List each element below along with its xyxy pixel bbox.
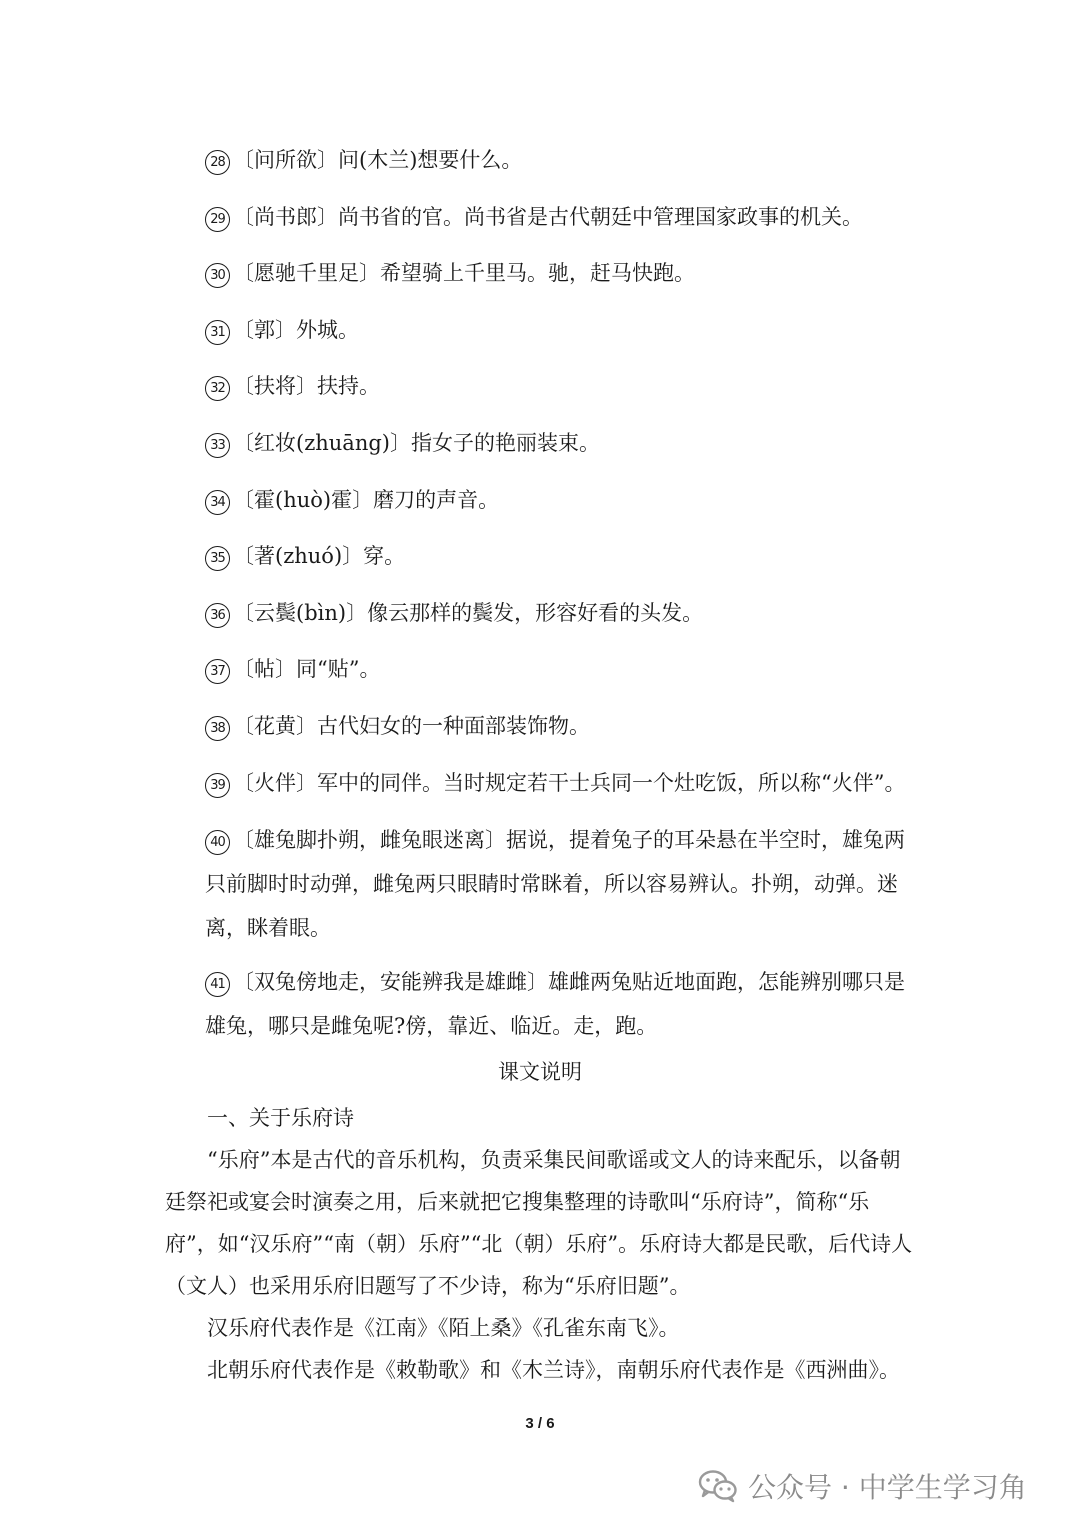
note-number: 36	[205, 603, 230, 628]
note-text: 〔霍(huò)霍〕磨刀的声音。	[233, 488, 500, 512]
annotation-32	[205, 372, 920, 401]
annotation-35	[205, 542, 920, 571]
note-number: 40	[205, 830, 230, 855]
annotation-34	[205, 486, 920, 515]
note-text: 〔双兔傍地走，安能辨我是雄雌〕雄雌两兔贴近地面跑，怎能辨别哪只是雄兔，哪只是雌兔呢?傍，靠近、临近。走，跑。	[205, 970, 905, 1038]
note-text: 〔火伴〕军中的同伴。当时规定若干士兵同一个灶吃饭，所以称“火伴”。	[233, 771, 906, 795]
annotation-41	[205, 960, 920, 1048]
note-text: 〔帖〕同“贴”。	[233, 657, 381, 681]
annotation-28	[205, 146, 920, 175]
note-text: 〔扶将〕扶持。	[233, 374, 380, 398]
note-number: 29	[205, 207, 230, 232]
annotation-33	[205, 429, 920, 458]
paragraph-han-yuefu: 汉乐府代表作是《江南》《陌上桑》《孔雀东南飞》。	[207, 1316, 680, 1340]
note-number: 28	[205, 150, 230, 175]
annotation-36	[205, 599, 920, 628]
note-number: 38	[205, 716, 230, 741]
note-text: 〔问所欲〕问(木兰)想要什么。	[233, 148, 523, 172]
section-title: 课文说明	[498, 1060, 582, 1084]
note-number: 35	[205, 546, 230, 571]
note-number: 41	[205, 972, 230, 997]
subsection-title: 一、关于乐府诗	[207, 1106, 354, 1130]
note-text: 〔花黄〕古代妇女的一种面部装饰物。	[233, 714, 590, 738]
note-text: 〔愿驰千里足〕希望骑上千里马。驰，赶马快跑。	[233, 261, 695, 285]
note-text: 〔红妆(zhuāng)〕指女子的艳丽装束。	[233, 431, 600, 455]
annotation-39	[205, 769, 920, 798]
note-text: 〔雄兔脚扑朔，雌兔眼迷离〕据说，提着兔子的耳朵悬在半空时，雄兔两只前脚时时动弹，雌兔两只眼睛时常眯着，所以容易辨认。扑朔，动弹。迷离，眯着眼。	[205, 828, 905, 940]
note-number: 34	[205, 490, 230, 515]
note-number: 39	[205, 773, 230, 798]
page-number: 3 / 6	[525, 1415, 555, 1432]
annotation-40	[205, 818, 920, 950]
note-text: 〔云鬓(bìn)〕像云那样的鬓发，形容好看的头发。	[233, 601, 704, 625]
watermark-text: 公众号 · 中学生学习角	[748, 1471, 1027, 1504]
note-text: 〔尚书郎〕尚书省的官。尚书省是古代朝廷中管理国家政事的机关。	[233, 205, 863, 229]
annotation-31	[205, 316, 920, 345]
annotation-37	[205, 655, 920, 684]
note-number: 31	[205, 320, 230, 345]
paragraph-yuefu-intro: “乐府”本是古代的音乐机构，负责采集民间歌谣或文人的诗来配乐，以备朝廷祭祀或宴会时演奏之用，后来就把它搜集整理的诗歌叫“乐府诗”，简称“乐府”，如“汉乐府”“南（朝）乐府”“北（朝）乐府”。乐府诗大都是民歌，后代诗人（文人）也采用乐府旧题写了不少诗，称为“乐府旧题”。	[165, 1148, 913, 1298]
note-text: 〔郭〕外城。	[233, 318, 359, 342]
annotation-29	[205, 203, 920, 232]
note-number: 32	[205, 376, 230, 401]
note-number: 30	[205, 263, 230, 288]
note-number: 37	[205, 659, 230, 684]
wechat-icon	[698, 1469, 738, 1503]
annotation-30	[205, 259, 920, 288]
note-number: 33	[205, 433, 230, 458]
annotation-38	[205, 712, 920, 741]
note-text: 〔著(zhuó)〕穿。	[233, 544, 406, 568]
watermark	[698, 1466, 1027, 1506]
paragraph-north-south-yuefu: 北朝乐府代表作是《敕勒歌》和《木兰诗》，南朝乐府代表作是《西洲曲》。	[207, 1358, 900, 1382]
